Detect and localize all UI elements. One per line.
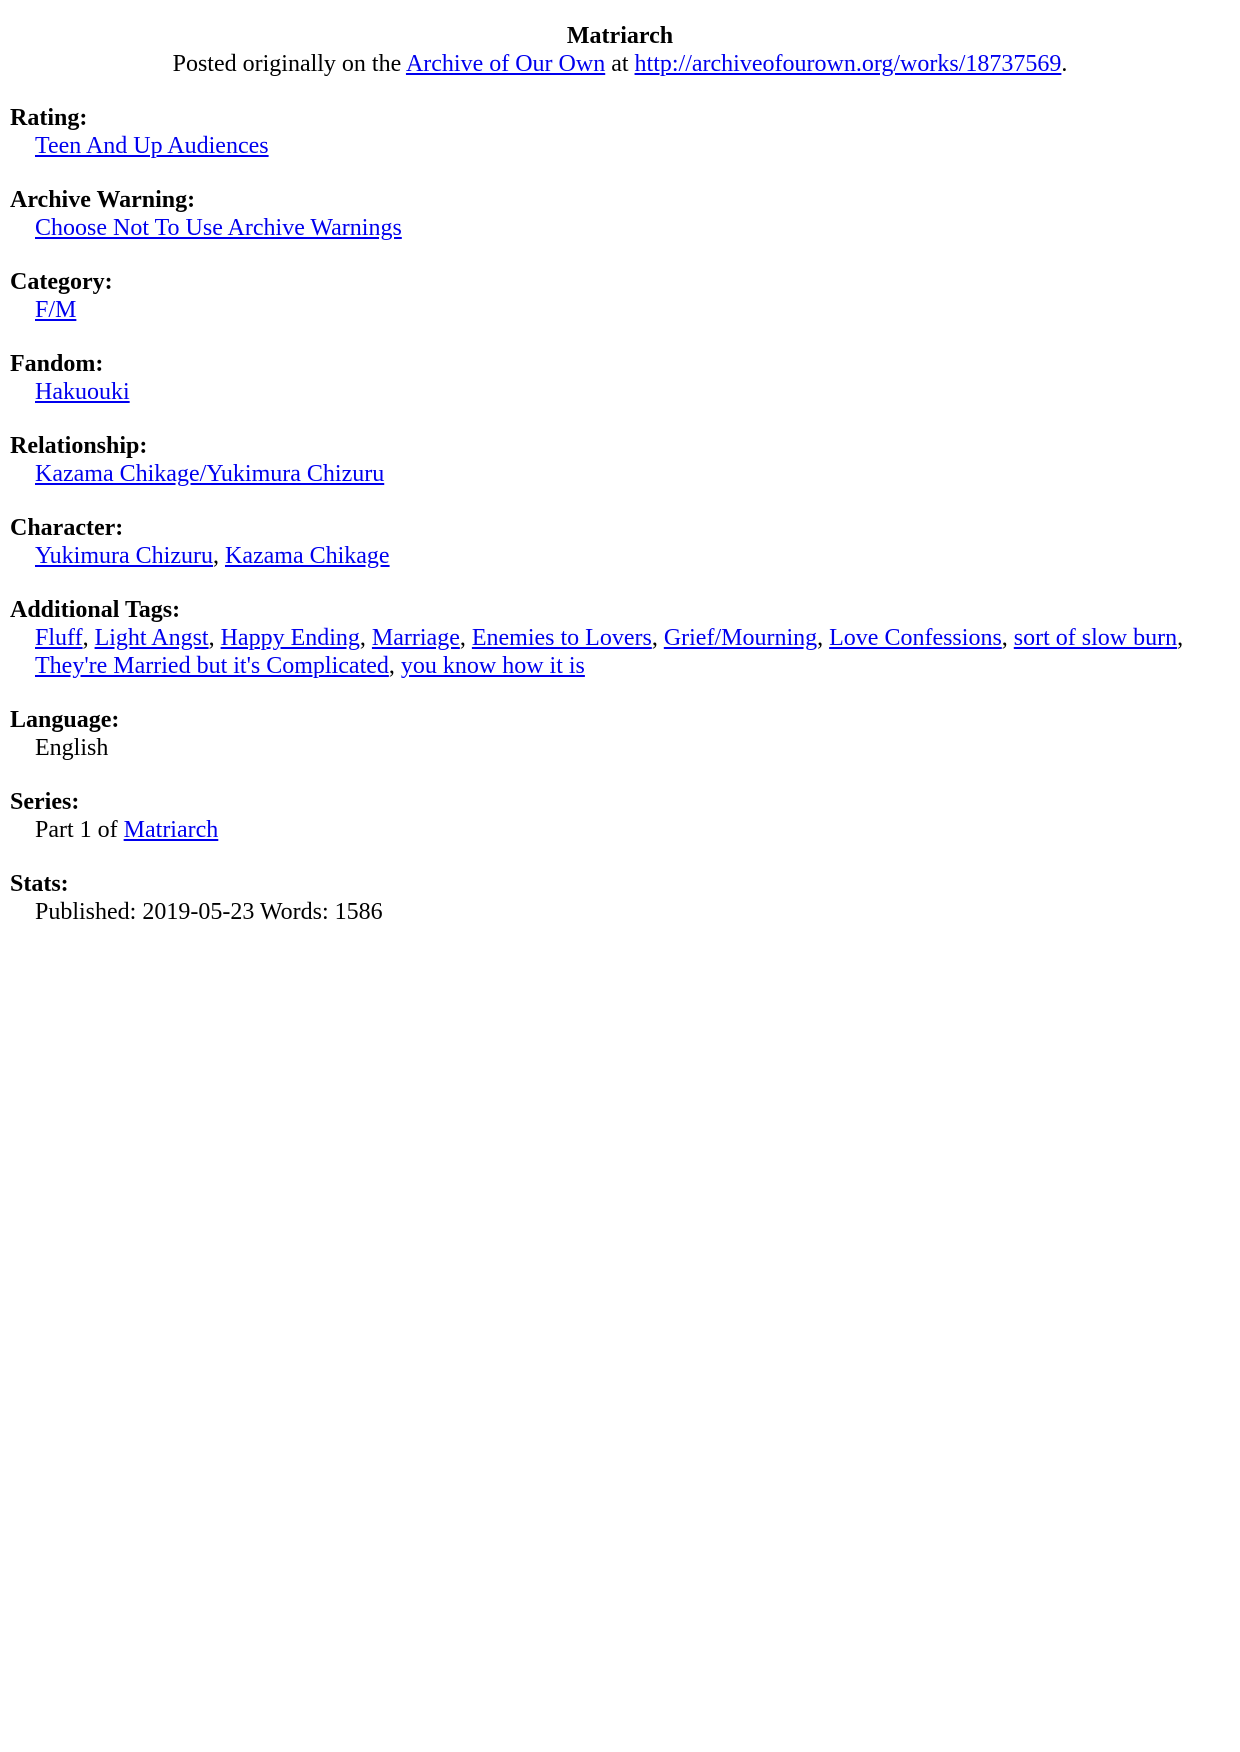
archive-warning-link[interactable]: Choose Not To Use Archive Warnings bbox=[35, 215, 402, 241]
archive-warning-label: Archive Warning: bbox=[10, 187, 196, 213]
tag-link[interactable]: They're Married but it's Complicated bbox=[35, 653, 389, 679]
archive-warning-value bbox=[10, 214, 1230, 242]
relationship-value bbox=[10, 460, 1230, 488]
tag-separator: , bbox=[388, 653, 401, 679]
tag-separator: , bbox=[817, 625, 830, 651]
character-link[interactable]: Kazama Chikage bbox=[224, 543, 390, 569]
tag-separator: , bbox=[208, 625, 221, 651]
at-text: at bbox=[605, 51, 635, 77]
additional-tags-field bbox=[10, 596, 1230, 680]
tag-link[interactable]: Fluff bbox=[35, 625, 83, 651]
tag-link[interactable]: Enemies to Lovers bbox=[471, 625, 652, 651]
series-field bbox=[10, 788, 1230, 844]
rating-field bbox=[10, 104, 1230, 160]
posted-line bbox=[10, 50, 1230, 78]
category-link[interactable]: F/M bbox=[35, 297, 77, 323]
relationship-field bbox=[10, 432, 1230, 488]
series-link[interactable]: Matriarch bbox=[123, 817, 219, 843]
archive-warning-field bbox=[10, 186, 1230, 242]
tag-separator: , bbox=[1001, 625, 1014, 651]
tag-separator: , bbox=[459, 625, 472, 651]
fandom-link[interactable]: Hakuouki bbox=[35, 379, 130, 405]
tag-separator: , bbox=[82, 625, 95, 651]
stats-value: Published: 2019-05-23 Words: 1586 bbox=[35, 899, 383, 925]
rating-value bbox=[10, 132, 1230, 160]
tag-separator: , bbox=[1177, 625, 1184, 651]
rating-link[interactable]: Teen And Up Audiences bbox=[35, 133, 269, 159]
language-field bbox=[10, 706, 1230, 762]
tag-link[interactable]: sort of slow burn bbox=[1013, 625, 1178, 651]
fandom-label: Fandom: bbox=[10, 351, 104, 377]
work-header bbox=[10, 22, 1230, 78]
tag-link[interactable]: Light Angst bbox=[94, 625, 209, 651]
character-value bbox=[10, 542, 1230, 570]
character-field bbox=[10, 514, 1230, 570]
series-label: Series: bbox=[10, 789, 80, 815]
relationship-link[interactable]: Kazama Chikage/Yukimura Chizuru bbox=[35, 461, 385, 487]
fandom-value bbox=[10, 378, 1230, 406]
tag-separator: , bbox=[651, 625, 664, 651]
tag-link[interactable]: Marriage bbox=[371, 625, 460, 651]
tag-link[interactable]: Happy Ending bbox=[220, 625, 360, 651]
tag-separator: , bbox=[212, 543, 225, 569]
stats-field bbox=[10, 870, 1230, 926]
category-field bbox=[10, 268, 1230, 324]
series-value bbox=[10, 816, 1230, 844]
series-prefix: Part 1 of bbox=[35, 817, 124, 843]
fandom-field bbox=[10, 350, 1230, 406]
work-url-link[interactable]: http://archiveofourown.org/works/18737569 bbox=[634, 51, 1062, 77]
additional-tags-label: Additional Tags: bbox=[10, 597, 181, 623]
stats-label: Stats: bbox=[10, 871, 69, 897]
category-label: Category: bbox=[10, 269, 113, 295]
character-link[interactable]: Yukimura Chizuru bbox=[35, 543, 213, 569]
tag-link[interactable]: Grief/Mourning bbox=[663, 625, 818, 651]
rating-label: Rating: bbox=[10, 105, 88, 131]
tag-link[interactable]: you know how it is bbox=[400, 653, 585, 679]
relationship-label: Relationship: bbox=[10, 433, 148, 459]
tag-separator: , bbox=[359, 625, 372, 651]
posted-prefix: Posted originally on the bbox=[172, 51, 406, 77]
language-value: English bbox=[35, 735, 109, 761]
language-label: Language: bbox=[10, 707, 120, 733]
category-value bbox=[10, 296, 1230, 324]
archive-link[interactable]: Archive of Our Own bbox=[405, 51, 606, 77]
work-title: Matriarch bbox=[566, 23, 674, 49]
character-label: Character: bbox=[10, 515, 124, 541]
posted-period: . bbox=[1061, 51, 1068, 77]
tag-link[interactable]: Love Confessions bbox=[829, 625, 1002, 651]
work-metadata bbox=[10, 104, 1230, 926]
additional-tags-value bbox=[10, 624, 1230, 680]
